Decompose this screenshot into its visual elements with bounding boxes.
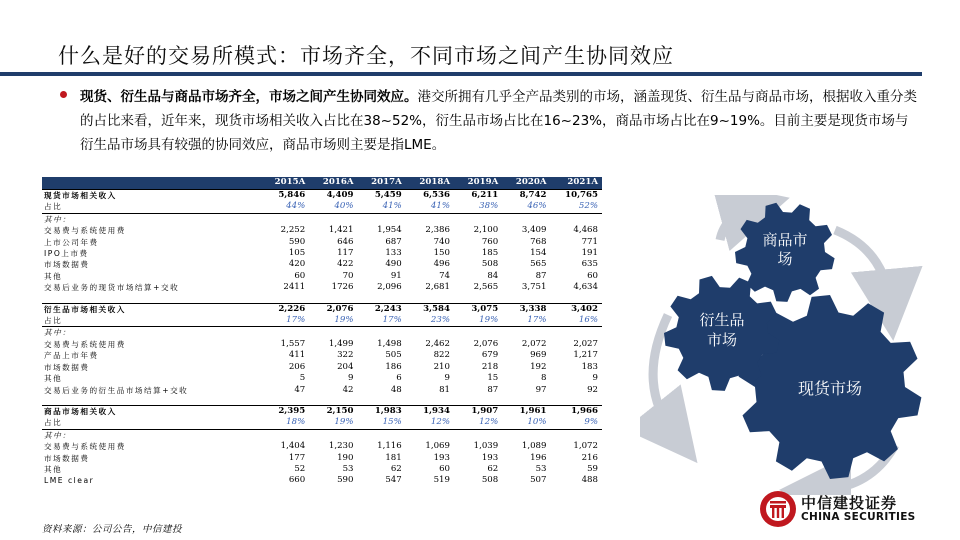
cell-value: 590 <box>337 475 354 486</box>
cell-value: 420 <box>288 259 306 270</box>
cell-value: 422 <box>337 259 354 270</box>
cell-value: 2,096 <box>377 282 402 293</box>
cell-value: 6 <box>396 373 402 384</box>
cell-value: 1,421 <box>328 225 354 236</box>
sub-label: 其中： <box>44 214 72 224</box>
table-row <box>42 271 602 282</box>
cell-value: 52 <box>294 463 306 474</box>
cell-value: 44% <box>261 201 309 213</box>
revenue-table <box>42 177 602 487</box>
table-row <box>42 475 602 486</box>
cell-value: 2,076 <box>473 338 499 349</box>
cell-value: 48 <box>390 384 402 395</box>
table-row <box>42 339 602 350</box>
title-rule <box>0 72 922 76</box>
cell-value: 196 <box>530 452 547 463</box>
cell-value: 9 <box>592 373 598 384</box>
table-row <box>42 429 602 441</box>
page-title: 什么是好的交易所模式：市场齐全，不同市场之间产生协同效应 <box>58 44 674 68</box>
cycle-arrow-right <box>835 230 890 305</box>
cell-value: 660 <box>288 475 306 486</box>
cell-value: 1,069 <box>425 441 450 452</box>
cell-value: 4,634 <box>573 282 598 293</box>
logo-chinese-name: 中信建投证券 <box>801 494 898 512</box>
table-row <box>42 213 602 225</box>
cell-value: 3,075 <box>454 303 502 315</box>
cell-value: 62 <box>390 463 402 474</box>
cell-value: 59 <box>587 463 598 474</box>
row-label: 其他 <box>44 271 63 281</box>
bullet-dot <box>60 91 67 98</box>
sub-label: 其中： <box>44 328 72 338</box>
cell-value: 4,468 <box>573 225 598 236</box>
cell-value: 1726 <box>331 282 354 293</box>
row-label: 市场数据费 <box>44 362 90 372</box>
row-label: 市场数据费 <box>44 453 90 463</box>
cell-value: 183 <box>581 361 598 372</box>
cell-value: 15 <box>487 373 499 384</box>
cell-value: 646 <box>337 236 354 247</box>
row-label: 衍生品市场相关收入 <box>42 303 261 315</box>
cell-value: 2,462 <box>425 338 450 349</box>
cell-value: 216 <box>581 452 598 463</box>
cell-value: 505 <box>385 350 402 361</box>
cell-value: 5,459 <box>358 190 406 202</box>
cell-value: 1,961 <box>502 405 550 417</box>
source-note: 资料来源：公司公告，中信建投 <box>42 524 183 535</box>
gear-label-spot: 现货市场 <box>797 379 863 398</box>
cell-value: 1,039 <box>473 441 499 452</box>
row-label: 交易后业务的现货市场结算+交收 <box>44 283 180 293</box>
table-row <box>42 190 602 202</box>
cell-value: 2411 <box>283 282 306 293</box>
year-header: 2020A <box>502 177 550 190</box>
table-row <box>42 417 602 429</box>
table-row <box>42 237 602 248</box>
cell-value: 206 <box>288 361 306 372</box>
spacer-row <box>42 396 602 406</box>
cell-value: 91 <box>390 270 402 281</box>
cell-value: 15% <box>358 417 406 429</box>
cell-value: 150 <box>433 248 450 259</box>
cell-value: 185 <box>481 248 499 259</box>
cell-value: 508 <box>481 475 499 486</box>
row-label: LME clear <box>44 476 95 486</box>
spacer-row <box>42 294 602 304</box>
cell-value: 17% <box>502 315 550 327</box>
cell-value: 52% <box>551 201 603 213</box>
cell-value: 1,983 <box>358 405 406 417</box>
cell-value: 70 <box>342 270 354 281</box>
cell-value: 3,402 <box>551 303 603 315</box>
cell-value: 133 <box>385 248 402 259</box>
cell-value: 97 <box>535 384 547 395</box>
cell-value: 3,751 <box>521 282 547 293</box>
cell-value: 192 <box>530 361 547 372</box>
cell-value: 3,584 <box>406 303 454 315</box>
cell-value: 18% <box>261 417 309 429</box>
cell-value: 47 <box>294 384 306 395</box>
cell-value: 2,243 <box>358 303 406 315</box>
row-label: 其他 <box>44 374 63 384</box>
cell-value: 490 <box>385 259 402 270</box>
year-header-row <box>42 177 602 190</box>
cell-value: 1,934 <box>406 405 454 417</box>
cell-value: 53 <box>535 463 547 474</box>
cell-value: 1,954 <box>377 225 402 236</box>
row-label: 现货市场相关收入 <box>42 190 261 202</box>
cell-value: 6,211 <box>454 190 502 202</box>
cell-value: 12% <box>454 417 502 429</box>
row-label: 商品市场相关收入 <box>42 405 261 417</box>
cell-value: 1,089 <box>521 441 547 452</box>
cell-value: 590 <box>288 236 306 247</box>
cell-value: 16% <box>551 315 603 327</box>
cell-value: 519 <box>433 475 450 486</box>
cell-value: 191 <box>581 248 598 259</box>
table-row <box>42 362 602 373</box>
cell-value: 10,765 <box>551 190 603 202</box>
cell-value: 1,230 <box>328 441 354 452</box>
table-row <box>42 464 602 475</box>
cell-value: 87 <box>487 384 499 395</box>
cell-value: 42 <box>342 384 354 395</box>
cell-value: 740 <box>433 236 450 247</box>
cell-value: 547 <box>385 475 402 486</box>
sub-label: 其中： <box>44 430 72 440</box>
cell-value: 1,907 <box>454 405 502 417</box>
cell-value: 496 <box>433 259 450 270</box>
table-row <box>42 201 602 213</box>
cell-value: 60 <box>587 270 598 281</box>
cell-value: 2,100 <box>473 225 499 236</box>
row-label: 交易费与系统使用费 <box>44 226 126 236</box>
cell-value: 1,116 <box>377 441 402 452</box>
cell-value: 1,072 <box>573 441 598 452</box>
logo-english-name: CHINA SECURITIES <box>801 511 916 523</box>
row-label: 占比 <box>42 201 261 213</box>
cell-value: 84 <box>487 270 499 281</box>
cell-value: 62 <box>487 463 499 474</box>
bullet-text: 港交所拥有几乎全产品类别的市场，涵盖现货、衍生品与商品市场，根据收入重分类的占比来看，近年来，现货市场相关收入占比在38~52%，衍生品市场占比在16~23%，商品市场占比在9~19%。目前主要是现货市场与衍生品市场具有较强的协同效应，商品市场则主要是指LME。 <box>80 89 917 153</box>
cell-value: 8 <box>541 373 547 384</box>
cell-value: 193 <box>481 452 499 463</box>
table-row <box>42 453 602 464</box>
cell-value: 1,966 <box>551 405 603 417</box>
year-header: 2015A <box>261 177 309 190</box>
table-row <box>42 315 602 327</box>
table-row <box>42 350 602 361</box>
year-header: 2019A <box>454 177 502 190</box>
cell-value: 8,742 <box>502 190 550 202</box>
row-label: 占比 <box>42 315 261 327</box>
cell-value: 60 <box>439 463 450 474</box>
table-row <box>42 441 602 452</box>
cell-value: 1,557 <box>280 338 306 349</box>
cell-value: 2,681 <box>425 282 450 293</box>
row-label: IPO上市费 <box>44 249 89 259</box>
cell-value: 5 <box>299 373 306 384</box>
cell-value: 6,536 <box>406 190 454 202</box>
cell-value: 60 <box>294 270 306 281</box>
cell-value: 81 <box>439 384 450 395</box>
row-label: 上市公司年费 <box>44 237 99 247</box>
cell-value: 218 <box>481 361 499 372</box>
table-row <box>42 385 602 396</box>
cell-value: 210 <box>433 361 450 372</box>
table-row <box>42 373 602 384</box>
table-body <box>42 190 602 487</box>
cell-value: 46% <box>502 201 550 213</box>
cell-value: 3,338 <box>502 303 550 315</box>
cell-value: 3,409 <box>521 225 547 236</box>
cell-value: 1,217 <box>573 350 598 361</box>
table-row <box>42 405 602 417</box>
year-header: 2018A <box>406 177 454 190</box>
cell-value: 193 <box>433 452 450 463</box>
cell-value: 508 <box>481 259 499 270</box>
cell-value: 204 <box>337 361 354 372</box>
market-synergy-diagram <box>640 195 940 495</box>
cell-value: 41% <box>358 201 406 213</box>
china-securities-logo-icon <box>758 489 798 529</box>
cell-value: 186 <box>385 361 402 372</box>
cell-value: 1,499 <box>328 338 354 349</box>
cell-value: 687 <box>385 236 402 247</box>
cell-value: 177 <box>288 452 306 463</box>
cell-value: 4,409 <box>309 190 357 202</box>
cell-value: 74 <box>439 270 450 281</box>
row-label: 产品上市年费 <box>44 351 99 361</box>
row-label: 交易费与系统使用费 <box>44 339 126 349</box>
cell-value: 92 <box>587 384 598 395</box>
cell-value: 635 <box>581 259 598 270</box>
cell-value: 181 <box>385 452 402 463</box>
cell-value: 768 <box>530 236 547 247</box>
year-header: 2017A <box>358 177 406 190</box>
cell-value: 41% <box>406 201 454 213</box>
cell-value: 19% <box>309 315 357 327</box>
table-row <box>42 282 602 293</box>
cell-value: 87 <box>535 270 547 281</box>
cell-value: 5,846 <box>261 190 309 202</box>
cell-value: 117 <box>337 248 354 259</box>
cell-value: 1,404 <box>280 441 306 452</box>
cell-value: 771 <box>581 236 598 247</box>
cell-value: 969 <box>530 350 547 361</box>
cell-value: 507 <box>530 475 547 486</box>
gear-label-commodity: 商品市场 <box>762 231 808 268</box>
cell-value: 2,565 <box>473 282 499 293</box>
cell-value: 9 <box>348 373 354 384</box>
row-label: 其他 <box>44 464 63 474</box>
cell-value: 19% <box>454 315 502 327</box>
cell-value: 17% <box>358 315 406 327</box>
row-label: 交易费与系统使用费 <box>44 442 126 452</box>
cell-value: 53 <box>342 463 354 474</box>
cell-value: 679 <box>481 350 499 361</box>
cell-value: 105 <box>288 248 306 259</box>
cell-value: 1,498 <box>377 338 402 349</box>
cell-value: 2,386 <box>425 225 450 236</box>
table-row <box>42 303 602 315</box>
cell-value: 23% <box>406 315 454 327</box>
cell-value: 10% <box>502 417 550 429</box>
cell-value: 17% <box>261 315 309 327</box>
row-label: 占比 <box>42 417 261 429</box>
cell-value: 322 <box>337 350 354 361</box>
table-row <box>42 225 602 236</box>
cell-value: 9% <box>551 417 603 429</box>
cell-value: 38% <box>454 201 502 213</box>
cell-value: 9 <box>444 373 450 384</box>
cell-value: 2,072 <box>521 338 547 349</box>
cell-value: 190 <box>337 452 354 463</box>
cell-value: 154 <box>530 248 547 259</box>
table-row <box>42 259 602 270</box>
cell-value: 488 <box>581 475 598 486</box>
cell-value: 2,150 <box>309 405 357 417</box>
cell-value: 40% <box>309 201 357 213</box>
bullet-bold-text: 现货、衍生品与商品市场齐全，市场之间产生协同效应。 <box>80 89 418 105</box>
cell-value: 2,252 <box>280 225 306 236</box>
row-label: 市场数据费 <box>44 260 90 270</box>
cell-value: 19% <box>309 417 357 429</box>
table-row <box>42 248 602 259</box>
cell-value: 760 <box>481 236 499 247</box>
gear-label-derivatives: 衍生品市场 <box>699 311 745 349</box>
cell-value: 2,076 <box>309 303 357 315</box>
table-row <box>42 327 602 339</box>
cell-value: 2,395 <box>261 405 309 417</box>
cell-value: 411 <box>288 350 306 361</box>
year-header: 2021A <box>551 177 603 190</box>
cell-value: 822 <box>433 350 450 361</box>
cell-value: 565 <box>530 259 547 270</box>
cell-value: 2,226 <box>261 303 309 315</box>
cell-value: 2,027 <box>573 338 598 349</box>
bullet-paragraph <box>80 85 920 157</box>
row-label: 交易后业务的衍生品市场结算+交收 <box>44 385 189 395</box>
year-header: 2016A <box>309 177 357 190</box>
cell-value: 12% <box>406 417 454 429</box>
